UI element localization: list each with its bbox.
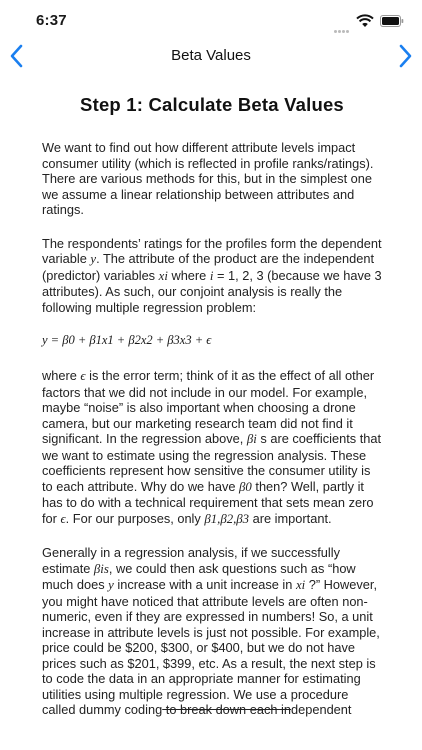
math-beta-123: β1,β2,β3 bbox=[204, 511, 250, 526]
paragraph-variables bbox=[42, 236, 382, 316]
text-run: are important. bbox=[249, 510, 332, 526]
wifi-icon bbox=[356, 14, 374, 28]
math-epsilon: ϵ bbox=[80, 369, 86, 383]
status-bar bbox=[0, 0, 422, 40]
math-xi: xi bbox=[158, 268, 168, 283]
text-run: = 1, 2, 3 (because we have 3 attributes). As such, our conjoint analysis is really the following multiple regression problem: bbox=[42, 267, 382, 315]
text-run: . For our purposes, only bbox=[65, 510, 205, 526]
paragraph-intro: We want to find out how different attribute levels impact consumer utility (which is reflected in profile ranks/ratings). There are various methods for this, but in the simplest one we assume a linear relationship between attributes and ratings. bbox=[42, 140, 374, 217]
navigation-bar bbox=[0, 40, 422, 74]
math-beta-is: βis bbox=[93, 561, 109, 576]
text-run: then? Well, partly it has to do with a technical requirement that sets mean zero for bbox=[42, 478, 374, 526]
math-y: y bbox=[108, 578, 114, 592]
battery-icon bbox=[380, 15, 404, 27]
status-time: 6:37 bbox=[36, 12, 67, 29]
text-run: dependent bbox=[290, 702, 352, 717]
cellular-signal-icon bbox=[334, 20, 352, 24]
text-run: . The attribute of the product are the independent (predictor) variables bbox=[42, 251, 375, 283]
paragraph-error-term bbox=[42, 368, 382, 527]
text-run: s are coefficients that we want to estimate using the regression analysis. These coefficients represent how sensitive the consumer utility is to each attribute. Why do we have bbox=[42, 431, 382, 494]
text-run: The respondents’ ratings for the profiles form the dependent variable bbox=[42, 235, 382, 266]
text-run: is the error term; think of it as the effect of all other factors that we did not include in our model. For example, maybe “noise” is also important when choosing a drone camera, but our marketing research team did not find it significant. In the regression above, bbox=[42, 368, 375, 446]
math-i: i bbox=[209, 268, 214, 283]
math-beta-0: β0 bbox=[239, 479, 252, 494]
article-content bbox=[42, 94, 382, 736]
math-y: y bbox=[90, 252, 97, 266]
text-run: increase with a unit increase in bbox=[113, 577, 296, 592]
text-run: , we could then ask questions such as “how much does bbox=[42, 560, 356, 592]
regression-equation: y = β0 + β1x1 + β2x2 + β3x3 + ϵ bbox=[42, 333, 212, 347]
page-heading: Step 1: Calculate Beta Values bbox=[80, 94, 344, 115]
nav-title: Beta Values bbox=[171, 47, 251, 64]
paragraph-dummy-coding bbox=[42, 545, 382, 718]
struck-text: to break down each in bbox=[162, 702, 291, 717]
text-run: ?” However, you might have noticed that attribute levels are often non-numeric, even if they are expressed in numbers! So, a unit increase in attribute levels is just not possible. For example, price could be $200, $300, or $400, but we do not have prices such as $201, $399, etc. As a result, the next step is to code the data in an appropriate manner for estimating utilities using multiple regression. We use a procedure called dummy coding bbox=[42, 577, 380, 717]
text-run: where bbox=[167, 267, 210, 283]
text-run: Generally in a regression analysis, if we successfully estimate bbox=[42, 545, 341, 576]
text-run: where bbox=[42, 368, 81, 383]
math-beta-i: βi bbox=[246, 432, 257, 446]
forward-chevron-icon[interactable] bbox=[394, 42, 416, 70]
math-epsilon: ϵ bbox=[60, 511, 66, 526]
math-xi: xi bbox=[295, 578, 306, 592]
